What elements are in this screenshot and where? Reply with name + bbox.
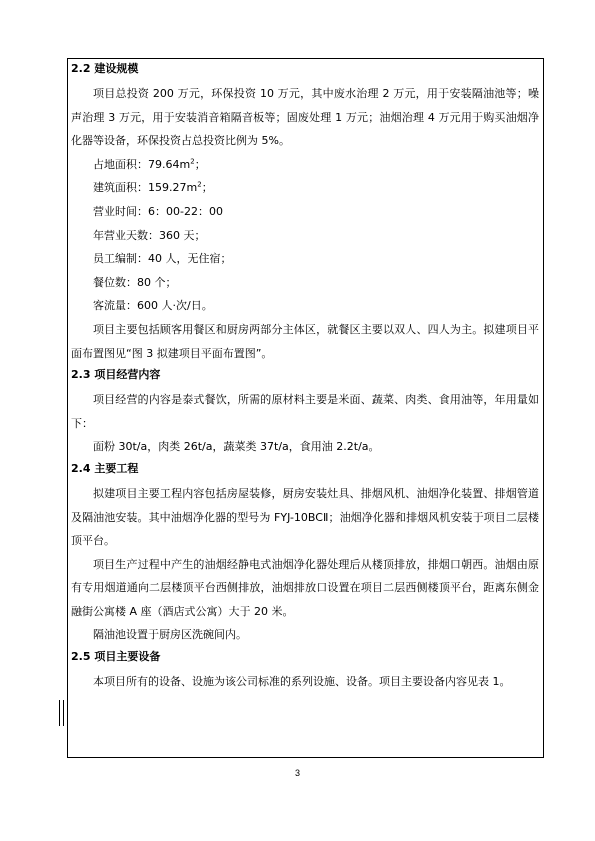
main-works-paragraph: 拟建项目主要工程内容包括房屋装修，厨房安装灶具、排烟风机、油烟净化装置、排烟管道及隔油池安装。其中油烟净化器的型号为 FYJ-10BCⅡ；油烟净化器和排烟风机安装于项目二层楼顶平台。: [71, 486, 539, 548]
revision-mark-left: [59, 700, 60, 726]
guest-flow: 客流量：600 人·次/日。: [93, 299, 213, 313]
operating-days: 年营业天数：360 天；: [93, 228, 206, 242]
land-area: 占地面积：$79.64m^2$；: [93, 157, 206, 171]
building-area: 建筑面积：$159.27m^2$；: [93, 180, 213, 195]
grease-trap-paragraph: 隔油池设置于厨房区洗碗间内。: [93, 628, 247, 642]
page-number: 3: [294, 768, 300, 778]
seat-count: 餐位数：80 个；: [93, 275, 177, 289]
fume-emission-paragraph: 项目生产过程中产生的油烟经静电式油烟净化器处理后从楼顶排放，排烟口朝西。油烟由原有专用烟道通向二层楼顶平台西侧排放，油烟排放口设置在项目二层西侧楼顶平台，距离东侧金融街公寓楼 A 座（酒店式公寓）大于 20 米。: [71, 557, 539, 618]
equipment-paragraph: 本项目所有的设备、设施为该公司标准的系列设施、设备。项目主要设备内容见表 1。: [93, 675, 511, 689]
document-body: [71, 61, 539, 694]
business-content-paragraph: 项目经营的内容是泰式餐饮，所需的原材料主要是米面、蔬菜、肉类、食用油等，年用量如下：: [71, 393, 539, 430]
investment-paragraph: 项目总投资 200 万元，环保投资 10 万元，其中废水治理 2 万元，用于安装隔油池等；噪声治理 3 万元，用于安装消音箱隔音板等；固废处理 1 万元；油烟治理 4 万元用于购买油烟净化器等设备，环保投资占总投资比例为 5%。: [71, 87, 539, 148]
section-heading-2-4: 2.4 主要工程: [71, 461, 139, 475]
layout-paragraph: 项目主要包括顾客用餐区和厨房两部分主体区，就餐区主要以双人、四人为主。拟建项目平面布置图见“图 3 拟建项目平面布置图”。: [71, 322, 539, 360]
business-hours: 营业时间：6：00-22：00: [93, 204, 223, 218]
section-heading-2-3: 2.3 项目经营内容: [71, 368, 161, 382]
staff-count: 员工编制：40 人，无住宿；: [93, 252, 232, 266]
section-heading-2-2: 2.2 建设规模: [71, 62, 139, 75]
section-heading-2-5: 2.5 项目主要设备: [71, 650, 161, 664]
revision-mark-right: [63, 700, 64, 726]
material-usage: 面粉 30t/a，肉类 26t/a，蔬菜类 37t/a，食用油 2.2t/a。: [93, 440, 380, 454]
